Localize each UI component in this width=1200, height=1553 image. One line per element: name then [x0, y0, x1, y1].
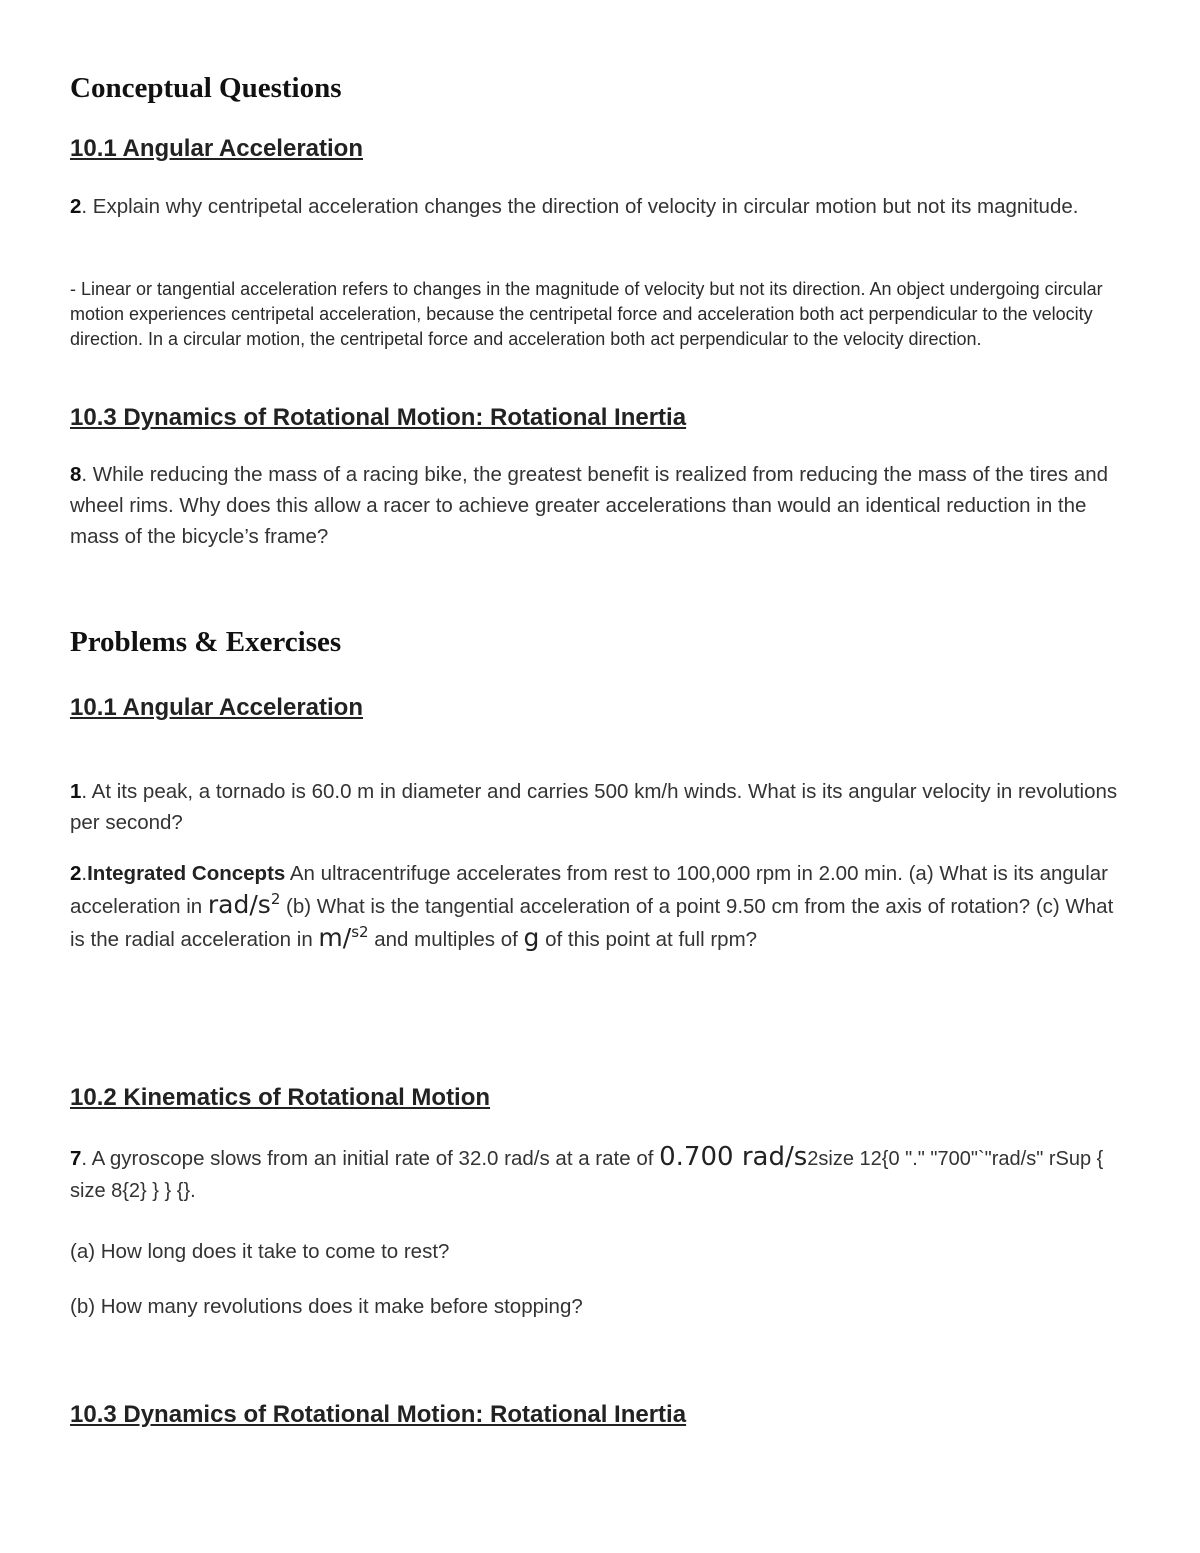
section-heading-rotational-inertia: 10.3 Dynamics of Rotational Motion: Rotational Inertia — [70, 404, 687, 431]
question-text: . While reducing the mass of a racing bike, the greatest benefit is realized from reducing the mass of the tires and wheel rims. Why does this allow a racer to achieve greater accelerations than would an identical reduction in the mass of the bicycle’s frame? — [70, 463, 1109, 548]
exponent: s2 — [351, 923, 369, 941]
answer-text: - Linear or tangential acceleration refers to changes in the magnitude of velocity but not its direction. An object undergoing circular motion experiences centripetal acceleration, because the centripetal force and acceleration both act perpendicular to the velocity direction. In a circular motion, the centripetal force and acceleration both act perpendicular to the velocity direction. — [70, 279, 1103, 349]
question-number: 8 — [70, 463, 82, 486]
problem-text-part-c: and multiples of — [368, 928, 524, 951]
section-heading-angular-acceleration: 10.1 Angular Acceleration — [70, 135, 363, 162]
section-heading-angular-acceleration-problems: 10.1 Angular Acceleration — [70, 694, 363, 721]
unit-m-per-s-squared — [318, 923, 368, 952]
conceptual-question-8 — [70, 459, 1132, 552]
problem-text-part-a: An ultracentrifuge accelerates from rest to 100,000 rpm in 2.00 min. (a) What is its angular acceleration in — [70, 862, 1108, 918]
problem-text-part-b: (b) What is the tangential acceleration of a point 9.50 cm from the axis of rotation? (c) What is the radial acceleration in — [70, 895, 1114, 951]
problem-2 — [70, 858, 1132, 955]
problems-exercises-title: Problems & Exercises — [70, 626, 342, 658]
problem-number: 7 — [70, 1147, 82, 1170]
problem-text-markup-residue: 2size 12{0 "." "700"`"rad/s" rSup { size 8{2} } } {}. — [70, 1148, 1104, 1202]
section-heading-kinematics: 10.2 Kinematics of Rotational Motion — [70, 1084, 491, 1111]
integrated-concepts-label: Integrated Concepts — [87, 862, 286, 885]
problem-7-part-a: (a) How long does it take to come to rest? — [70, 1240, 450, 1263]
rate-math: 0.700 rad/s — [659, 1142, 808, 1172]
unit-g: g — [523, 923, 540, 952]
section-heading-rotational-inertia-problems: 10.3 Dynamics of Rotational Motion: Rotational Inertia — [70, 1401, 687, 1428]
problem-1 — [70, 776, 1132, 838]
problem-number: 1 — [70, 780, 82, 803]
problem-7 — [70, 1142, 1132, 1207]
conceptual-questions-title: Conceptual Questions — [70, 72, 342, 104]
problem-number: 2 — [70, 862, 82, 885]
problem-text: . At its peak, a tornado is 60.0 m in diameter and carries 500 km/h winds. What is its angular velocity in revolutions per second? — [70, 780, 1118, 834]
problem-text-part-d: of this point at full rpm? — [539, 928, 758, 951]
question-number: 2 — [70, 195, 82, 218]
unit-rad-per-s-squared — [208, 890, 280, 919]
problem-text-part-a: . A gyroscope slows from an initial rate of 32.0 rad/s at a rate of — [81, 1147, 660, 1170]
conceptual-question-2 — [70, 191, 1132, 222]
question-text: . Explain why centripetal acceleration changes the direction of velocity in circular motion but not its magnitude. — [81, 195, 1079, 218]
exponent: 2 — [270, 890, 281, 908]
problem-number-dot: . — [81, 862, 88, 885]
unit-rad-per-s: rad/s — [207, 890, 271, 919]
problem-7-part-b: (b) How many revolutions does it make before stopping? — [70, 1295, 583, 1318]
unit-m-per: m/ — [318, 923, 352, 952]
